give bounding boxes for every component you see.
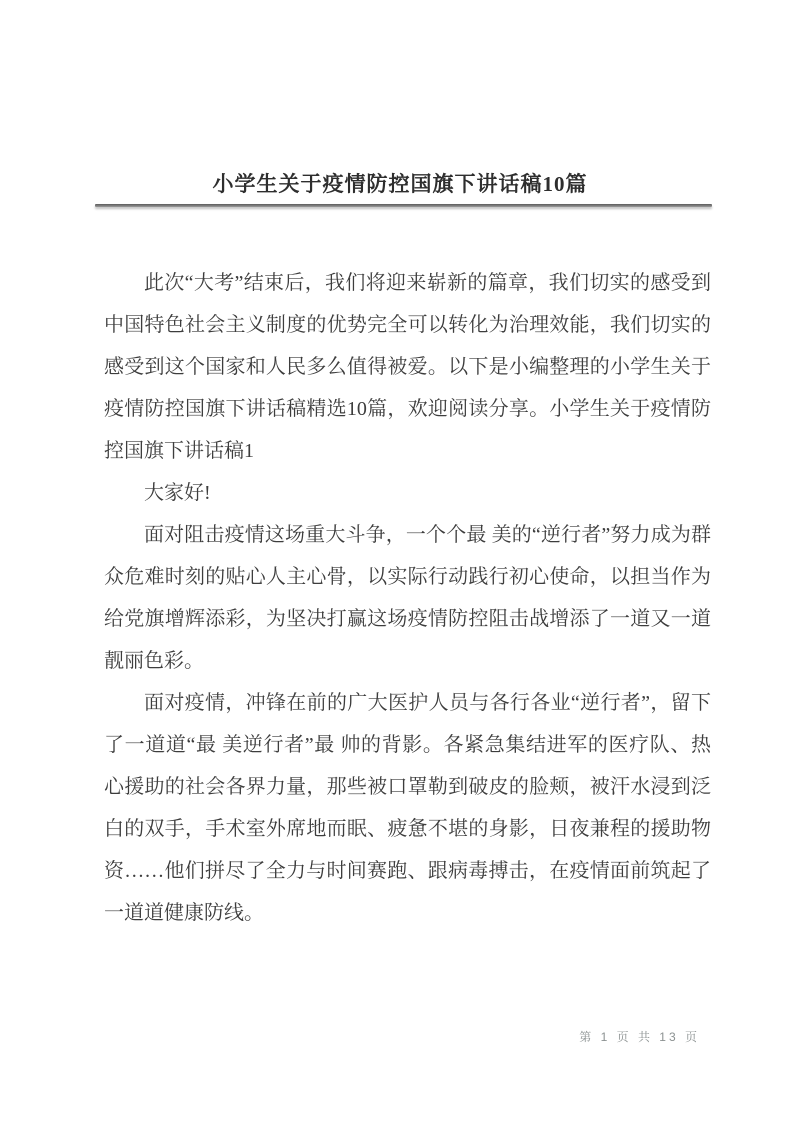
document-body xyxy=(104,262,711,934)
body-paragraph-3: 面对阻击疫情这场重大斗争，一个个最 美的“逆行者”努力成为群众危难时刻的贴心人主心骨，以实际行动践行初心使命，以担当作为给党旗增辉添彩，为坚决打赢这场疫情防控阻击战增添了一道又一道靓丽色彩。 xyxy=(104,524,711,672)
page-number-text: 第 1 页 共 13 页 xyxy=(579,1030,700,1044)
body-paragraph-1: 此次“大考”结束后，我们将迎来崭新的篇章，我们切实的感受到中国特色社会主义制度的优势完全可以转化为治理效能，我们切实的感受到这个国家和人民多么值得被爱。以下是小编整理的小学生关于疫情防控国旗下讲话稿精选10篇，欢迎阅读分享。小学生关于疫情防控国旗下讲话稿1 xyxy=(104,272,711,462)
document-title: 小学生关于疫情防控国旗下讲话稿10篇 xyxy=(212,172,588,196)
page-footer xyxy=(579,1028,700,1045)
title-divider xyxy=(95,204,712,207)
body-paragraph-2: 大家好! xyxy=(144,482,211,504)
body-paragraph-4: 面对疫情，冲锋在前的广大医护人员与各行各业“逆行者”，留下了一道道“最 美逆行者”最 帅的背影。各紧急集结进军的医疗队、热心援助的社会各界力量，那些被口罩勒到破皮的脸颊，被汗水浸到泛白的双手，手术室外席地而眠、疲惫不堪的身影，日夜兼程的援助物资……他们拼尽了全力与时间赛跑、跟病毒搏击，在疫情面前筑起了一道道健康防线。 xyxy=(104,692,711,924)
